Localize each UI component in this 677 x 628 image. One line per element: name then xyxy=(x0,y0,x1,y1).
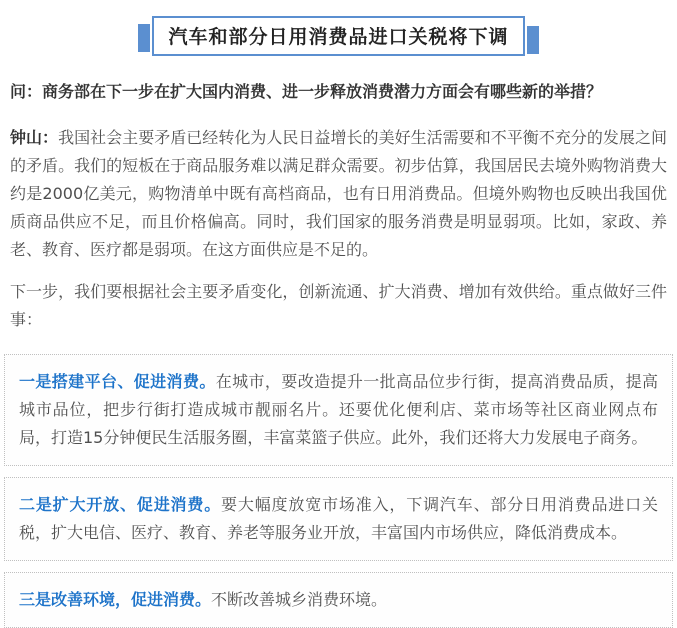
point-box-3 xyxy=(4,572,673,628)
answer-paragraph-2: 下一步，我们要根据社会主要矛盾变化，创新流通、扩大消费、增加有效供给。重点做好三件事： xyxy=(10,282,667,329)
point-3-lead: 三是改善环境，促进消费。 xyxy=(19,590,212,609)
question-text: 问：商务部在下一步在扩大国内消费、进一步释放消费潜力方面会有哪些新的举措？ xyxy=(10,82,603,101)
title-banner xyxy=(0,16,677,56)
point-3-body: 不断改善城乡消费环境。 xyxy=(211,590,388,609)
point-2-body: 要大幅度放宽市场准入，下调汽车、部分日用消费品进口关税，扩大电信、医疗、教育、养老等服务业开放，丰富国内市场供应，降低消费成本。 xyxy=(19,495,658,542)
point-1-lead: 一是搭建平台、促进消费。 xyxy=(19,372,216,391)
article-page xyxy=(0,16,677,628)
point-box-2 xyxy=(4,477,673,561)
answer-paragraph-1 xyxy=(10,124,667,264)
page-title: 汽车和部分日用消费品进口关税将下调 xyxy=(152,16,524,56)
speaker-name: 钟山： xyxy=(10,128,59,147)
answer-paragraph-1-text: 我国社会主要矛盾已经转化为人民日益增长的美好生活需要和不平衡不充分的发展之间的矛盾。我们的短板在于商品服务难以满足群众需要。初步估算，我国居民去境外购物消费大约是2000亿美元，购物清单中既有高档商品，也有日用消费品。但境外购物也反映出我国优质商品供应不足，而且价格偏高。同时，我们国家的服务消费是明显弱项。比如，家政、养老、教育、医疗都是弱项。在这方面供应是不足的。 xyxy=(10,128,667,259)
point-box-1 xyxy=(4,354,673,466)
title-right-accent-bar xyxy=(527,26,539,54)
point-1-body: 在城市，要改造提升一批高品位步行街，提高消费品质，提高城市品位，把步行街打造成城市靓丽名片。还要优化便利店、菜市场等社区商业网点布局，打造15分钟便民生活服务圈，丰富菜篮子供应。此外，我们还将大力发展电子商务。 xyxy=(19,372,658,447)
title-left-accent-bar xyxy=(138,24,150,52)
point-2-lead: 二是扩大开放、促进消费。 xyxy=(19,495,222,514)
